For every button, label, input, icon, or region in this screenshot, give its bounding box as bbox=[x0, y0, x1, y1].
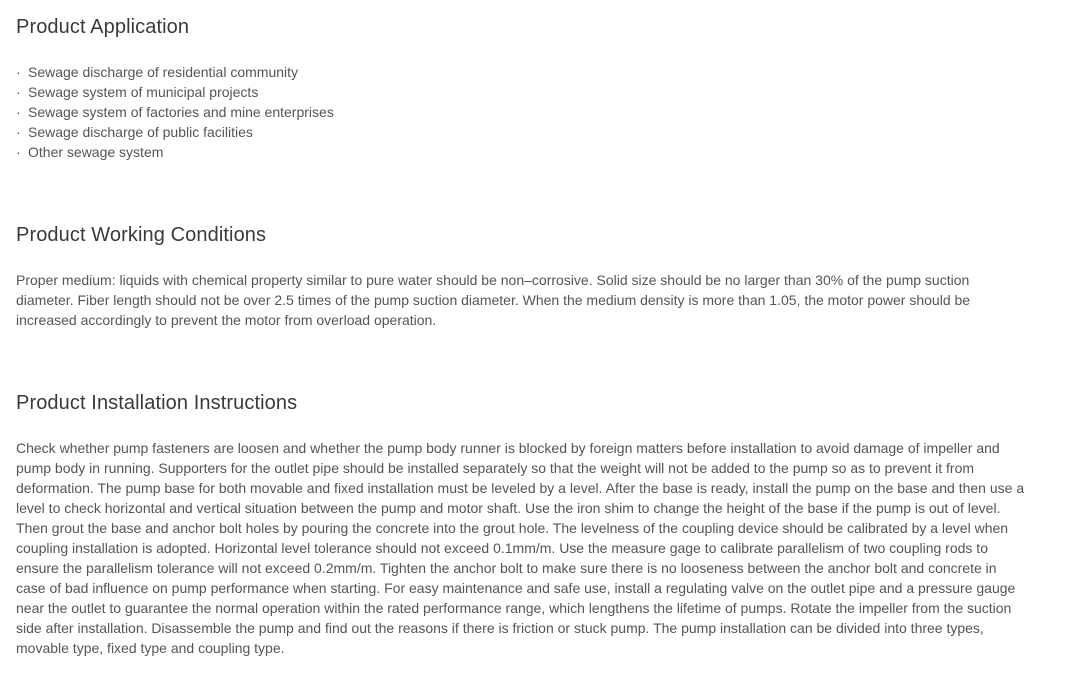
bullet-icon: · bbox=[16, 104, 21, 120]
list-item-text: Sewage system of municipal projects bbox=[28, 84, 259, 100]
working-conditions-section bbox=[16, 222, 1026, 330]
list-item-text: Sewage discharge of public facilities bbox=[28, 124, 253, 140]
product-application-heading: Product Application bbox=[16, 16, 190, 38]
product-application-section bbox=[16, 14, 1026, 162]
working-conditions-heading: Product Working Conditions bbox=[16, 224, 267, 246]
installation-instructions-text: Check whether pump fasteners are loosen and whether the pump body runner is blocked by foreign matters before installation to avoid damage of impeller and pump body in running. Supporters for the outlet pipe should be installed separately so that the weight will not be added to the pump so as to prevent it from deformation. The pump base for both movable and fixed installation must be leveled by a level. After the base is ready, install the pump on the base and then use a level to check horizontal and vertical situation between the pump and motor shaft. Use the iron shim to change the height of the base if the pump is out of level. Then grout the base and anchor bolt holes by pouring the concrete into the grout hole. The levelness of the coupling device should be calibrated by a level when coupling installation is adopted. Horizontal level tolerance should not exceed 0.1mm/m. Use the measure gage to calibrate parallelism of two coupling rods to ensure the parallelism tolerance will not exceed 0.2mm/m. Tighten the anchor bolt to make sure there is no looseness between the anchor bolt and concrete in case of bad influence on pump performance when starting. For easy maintenance and safe use, install a regulating valve on the outlet pipe and a pressure gauge near the outlet to guarantee the normal operation within the rated performance range, which lengthens the lifetime of pumps. Rotate the impeller from the suction side after installation. Disassemble the pump and find out the reasons if there is friction or stuck pump. The pump installation can be divided into three types, movable type, fixed type and coupling type. bbox=[16, 440, 1025, 656]
list-item-text: Other sewage system bbox=[28, 144, 164, 160]
list-item bbox=[16, 122, 1026, 142]
list-item bbox=[16, 82, 1026, 102]
list-item bbox=[16, 102, 1026, 122]
installation-instructions-heading: Product Installation Instructions bbox=[16, 392, 298, 414]
list-item-text: Sewage discharge of residential community bbox=[28, 64, 299, 80]
installation-instructions-section bbox=[16, 390, 1026, 658]
list-item-text: Sewage system of factories and mine enterprises bbox=[28, 104, 334, 120]
list-item bbox=[16, 62, 1026, 82]
bullet-icon: · bbox=[16, 144, 21, 160]
application-list bbox=[16, 62, 1026, 162]
list-item bbox=[16, 142, 1026, 162]
bullet-icon: · bbox=[16, 84, 21, 100]
bullet-icon: · bbox=[16, 124, 21, 140]
working-conditions-text: Proper medium: liquids with chemical property similar to pure water should be non–corrosive. Solid size should be no larger than 30% of the pump suction diameter. Fiber length should not be over 2.5 times of the pump suction diameter. When the medium density is more than 1.05, the motor power should be increased accordingly to prevent the motor from overload operation. bbox=[16, 272, 971, 328]
bullet-icon: · bbox=[16, 64, 21, 80]
